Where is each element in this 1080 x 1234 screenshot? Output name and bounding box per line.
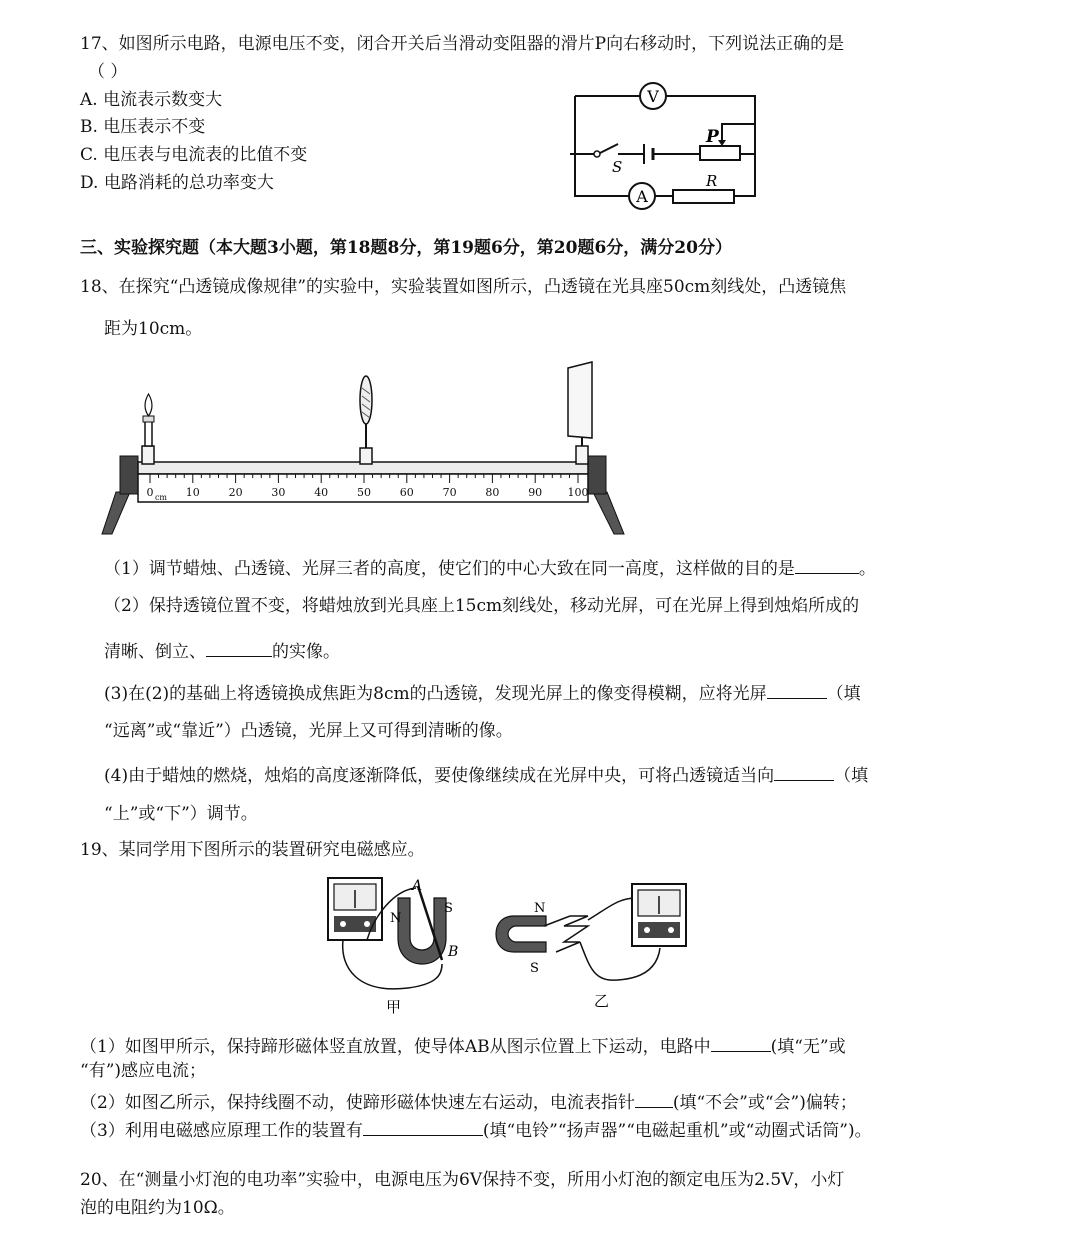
ruler-tick-label: 20 [228,486,243,499]
ruler-tick-label: 90 [528,486,543,499]
resistor-label: R [706,172,718,190]
ruler-tick-label: 10 [185,486,200,499]
slider-label: P [706,127,719,147]
q19-part1-line1: （1）如图甲所示，保持蹄形磁体竖直放置，使导体AB从图示位置上下运动，电路中 (填“无”或 [80,1037,846,1057]
q18-part3-line2: “远离”或“靠近”）凸透镜，光屏上又可得到清晰的像。 [104,721,513,741]
conductor-end-b-label: B [448,944,459,960]
figure-jia-caption: 甲 [386,998,402,1016]
q17-circuit-diagram [560,80,770,222]
q19-part3-answer-blank[interactable] [363,1119,483,1136]
ruler-tick-label: 100 [567,486,589,499]
q17-option-c: C. 电压表与电流表的比值不变 [80,145,308,165]
ammeter-symbol: A [636,187,648,206]
q19-part1-answer-blank[interactable] [711,1035,771,1052]
voltmeter-symbol: V [647,87,659,106]
q18-part2-line2: 清晰、倒立、 的实像。 [104,642,340,662]
q19-part2: （2）如图乙所示，保持线圈不动，使蹄形磁体快速左右运动，电流表指针 (填“不会”或“会”)偏转； [80,1093,857,1113]
ruler-tick-label: 50 [357,486,371,499]
magnet-yi-south-label: S [530,961,539,976]
ruler-tick-label: 60 [399,486,414,499]
q18-part1-answer-blank[interactable] [795,557,859,574]
q18-part4-answer-blank[interactable] [774,764,834,781]
figure-yi-caption: 乙 [594,992,610,1010]
ruler-tick-label: 0 [146,486,154,499]
ruler-tick-label: 80 [485,486,500,499]
q18-part3-line1: (3)在(2)的基础上将透镜换成焦距为8cm的凸透镜，发现光屏上的像变得模糊，应将光屏 （填 [104,684,861,704]
magnet-yi-north-label: N [534,901,546,916]
q18-part4-line1: (4)由于蜡烛的燃烧，烛焰的高度逐渐降低，要使像继续成在光屏中央，可将凸透镜适当向 （填 [104,766,869,786]
q17-answer-paren: （ ） [88,62,128,82]
ruler-tick-label: 30 [271,486,286,499]
section-3-title: 三、实验探究题（本大题3小题，第18题8分，第19题6分，第20题6分，满分20分） [80,238,732,258]
ruler-scale [138,474,589,502]
q18-part2-line1: （2）保持透镜位置不变，将蜡烛放到光具座上15cm刻线处，移动光屏，可在光屏上得到烛焰所成的 [104,596,860,616]
q19-part3: （3）利用电磁感应原理工作的装置有 (填“电铃”“扬声器”“电磁起重机”或“动圈式话筒”)。 [80,1121,872,1141]
q17-option-d: D. 电路消耗的总功率变大 [80,173,274,193]
ruler-tick-label: 70 [442,486,457,499]
switch-label: S [612,158,623,176]
q18-stem-line2: 距为10cm。 [104,319,203,339]
conductor-end-a-label: A [412,878,423,894]
q18-part2-answer-blank[interactable] [206,640,272,657]
q20-line2: 泡的电阻约为10Ω。 [80,1198,235,1218]
optical-bench-figure [98,360,638,540]
q18-part3-answer-blank[interactable] [767,682,827,699]
magnet-jia-south-label: S [444,901,453,916]
q18-part4-line2: “上”或“下”）调节。 [104,804,258,824]
magnet-jia-north-label: N [390,911,402,926]
q17-option-b: B. 电压表示不变 [80,117,206,137]
q17-stem: 17、如图所示电路，电源电压不变，闭合开关后当滑动变阻器的滑片P向右移动时，下列说法正确的是 [80,34,845,54]
q18-stem-line1: 18、在探究“凸透镜成像规律”的实验中，实验装置如图所示，凸透镜在光具座50cm刻线处，凸透镜焦 [80,277,847,297]
q19-part1-line2: “有”)感应电流； [80,1061,207,1081]
q19-part2-answer-blank[interactable] [635,1091,673,1108]
ruler-tick-label: 40 [314,486,329,499]
q20-line1: 20、在“测量小灯泡的电功率”实验中，电源电压为6V保持不变，所用小灯泡的额定电压为2.5V，小灯 [80,1170,845,1190]
q19-stem: 19、某同学用下图所示的装置研究电磁感应。 [80,840,425,860]
ruler-unit-label: cm [154,493,168,502]
electromagnetic-induction-figure [318,868,698,1016]
q18-part1: （1）调节蜡烛、凸透镜、光屏三者的高度，使它们的中心大致在同一高度，这样做的目的是 。 [104,559,876,579]
q17-option-a: A. 电流表示数变大 [80,90,223,110]
